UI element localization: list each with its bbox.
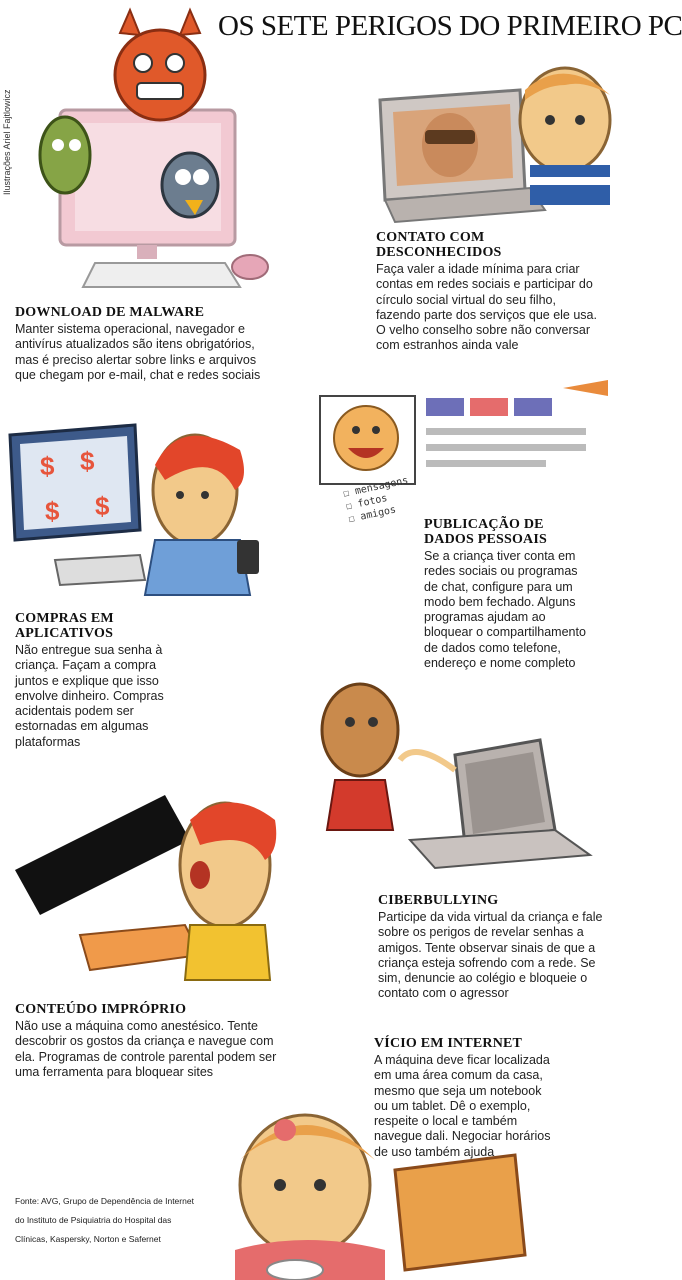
section-inappropriate-content (15, 1002, 280, 1080)
section-download-malware (15, 305, 265, 383)
checklist-item: ☐ fotos (344, 492, 389, 513)
illustration-credit: Ilustrações Ariel Fajtlowicz (2, 89, 12, 195)
infographic-title: OS SETE PERIGOS DO PRIMEIRO PC (218, 10, 682, 42)
section-heading: CONTATO COM DESCONHECIDOS (376, 230, 502, 260)
section-heading: PUBLICAÇÃO DE DADOS PESSOAIS (424, 517, 548, 547)
section-heading: COMPRAS EM APLICATIVOS (15, 611, 114, 641)
section-personal-data (424, 517, 594, 671)
section-heading: VÍCIO EM INTERNET (374, 1036, 523, 1051)
source-note: Fonte: AVG, Grupo de Dependência de Internet do Instituto de Psiquiatria do Hospital das Clínicas, Kaspersky, Norton e Safernet (15, 1196, 194, 1244)
section-app-purchases (15, 611, 175, 750)
section-heading: CONTEÚDO IMPRÓPRIO (15, 1002, 187, 1017)
section-text: Participe da vida virtual da criança e fale sobre os perigos de revelar senhas a amigos. Tente observar sinais de que a criança esteja sofrendo com a rede. Se sim, denuncie ao colégio e bloqueie o contato com o agressor (378, 910, 603, 1001)
section-text: Manter sistema operacional, navegador e antivírus atualizados são itens obrigatórios, mas é preciso alertar sobre links e arquivos que chegam por e-mail, chat e redes sociais (15, 322, 261, 382)
section-heading: CIBERBULLYING (378, 893, 499, 908)
svg-text:$: $ (95, 491, 110, 521)
section-text: Não use a máquina como anestésico. Tente descobrir os gostos da criança e navegue com ela. Programas de controle parental podem ser uma ferramenta para bloquear sites (15, 1019, 277, 1079)
checklist-label-fotos: fotos (356, 492, 389, 510)
svg-text:$: $ (40, 451, 55, 481)
section-cyberbullying (378, 893, 618, 1002)
app-purchases-illustration (5, 420, 285, 610)
section-text: Faça valer a idade mínima para criar contas em redes sociais e participar do círculo social virtual do seu filho, fazendo parte dos serviços que ele usa. O velho conselho sobre não conversar com estranhos ainda vale (376, 262, 597, 353)
section-text: Não entregue sua senha à criança. Façam a compra juntos e explique que isso envolve dinheiro. Compras acidentais podem ser estornadas em algumas plataformas (15, 643, 164, 749)
svg-text:$: $ (80, 446, 95, 476)
inappropriate-content-illustration (10, 790, 300, 990)
checklist-label-amigos: amigos (359, 504, 398, 523)
malware-monsters-illustration (25, 5, 315, 295)
checklist-item: ☐ amigos (347, 504, 398, 526)
section-heading: DOWNLOAD DE MALWARE (15, 305, 205, 320)
section-internet-addiction (374, 1036, 554, 1160)
checklist-item: ☐ mensagens (342, 475, 410, 500)
cyberbullying-laptop-illustration (305, 680, 615, 880)
section-contact-strangers (376, 230, 601, 354)
checklist-label-mensagens: mensagens (353, 475, 410, 498)
svg-text:$: $ (45, 496, 60, 526)
section-text: Se a criança tiver conta em redes sociais ou programas de chat, configure para um modo bem fechado. Alguns programas ajudam ao bloquear o compartilhamento de dados como telefone, endereço e nome completo (424, 549, 586, 671)
stranger-laptop-illustration (365, 60, 625, 235)
section-text: A máquina deve ficar localizada em uma área comum da casa, mesmo que seja um notebook ou um tablet. Dê o exemplo, respeite o local e também navegue dali. Negociar horários de uso também ajuda (374, 1053, 551, 1159)
